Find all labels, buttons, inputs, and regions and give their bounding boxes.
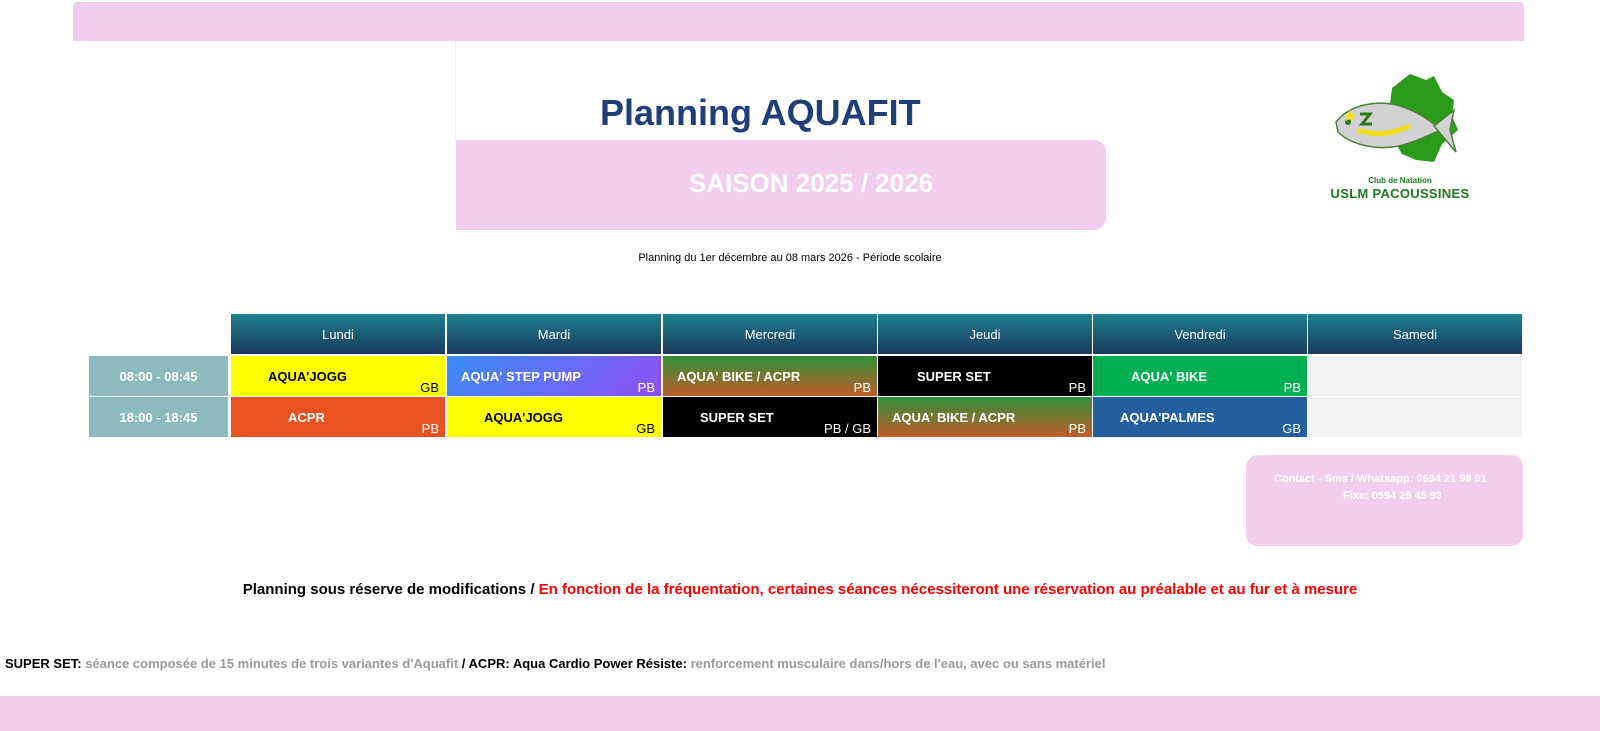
session-pool: GB <box>636 421 655 436</box>
disclaimer-text: Planning sous réserve de modifications / <box>242 581 539 598</box>
legend <box>5 656 1106 671</box>
legend-separator: / <box>461 656 469 671</box>
session-pool: PB <box>853 380 871 395</box>
legend-term-superset: SUPER SET: <box>5 656 82 671</box>
session-activity: AQUA'JOGG <box>484 410 563 425</box>
session-activity: AQUA'JOGG <box>268 369 347 384</box>
session-cell <box>231 356 445 396</box>
session-pool: PB <box>637 380 655 395</box>
day-header-vendredi: Vendredi <box>1093 314 1307 354</box>
season-label: SAISON 2025 / 2026 <box>688 168 934 198</box>
session-cell <box>878 356 1092 396</box>
time-slot: 08:00 - 08:45 <box>89 356 228 396</box>
session-pool: PB <box>1068 380 1086 395</box>
session-pool: GB <box>1282 421 1301 436</box>
session-cell <box>1093 397 1307 437</box>
session-cell <box>663 356 877 396</box>
session-activity: SUPER SET <box>917 369 991 384</box>
planning-period: Planning du 1er décembre au 08 mars 2026 - Période scolaire <box>638 252 942 264</box>
session-activity: SUPER SET <box>700 410 774 425</box>
day-header-mardi: Mardi <box>447 314 661 354</box>
day-header-mercredi: Mercredi <box>663 314 877 354</box>
session-cell <box>231 397 445 437</box>
session-activity: AQUA' STEP PUMP <box>461 369 581 384</box>
session-pool: PB <box>421 421 439 436</box>
legend-desc-acpr: renforcement musculaire dans/hors de l'eau, avec ou sans matériel <box>686 656 1106 671</box>
empty-session-cell <box>1308 356 1522 396</box>
session-pool: PB <box>1283 380 1301 395</box>
season-banner <box>456 140 1106 230</box>
day-header-lundi: Lundi <box>231 314 445 354</box>
legend-term-acpr: ACPR: Aqua Cardio Power Résiste: <box>468 656 687 671</box>
bottom-band <box>0 696 1600 731</box>
fish-island-logo-icon <box>1330 70 1470 175</box>
club-logo <box>1330 70 1470 205</box>
contact-landline: Fixe: 0594 25 45 93 <box>1342 490 1443 502</box>
session-cell <box>447 397 661 437</box>
session-activity: AQUA'PALMES <box>1120 410 1215 425</box>
session-cell <box>1093 356 1307 396</box>
divider-line <box>455 41 456 141</box>
time-slot: 18:00 - 18:45 <box>89 397 228 437</box>
session-cell <box>878 397 1092 437</box>
session-cell <box>663 397 877 437</box>
session-pool: PB <box>1068 421 1086 436</box>
session-activity: AQUA' BIKE <box>1131 369 1208 384</box>
day-header-jeudi: Jeudi <box>878 314 1092 354</box>
logo-subtitle: Club de Natation <box>1368 176 1432 185</box>
day-header-samedi: Samedi <box>1308 314 1522 354</box>
session-cell <box>447 356 661 396</box>
empty-session-cell <box>1308 397 1522 437</box>
disclaimer-note <box>0 581 1600 598</box>
top-band <box>73 2 1524 41</box>
contact-box <box>1246 455 1523 546</box>
session-activity: AQUA' BIKE / ACPR <box>892 410 1016 425</box>
logo-club-name: USLM PACOUSSINES <box>1330 186 1470 201</box>
session-activity: AQUA' BIKE / ACPR <box>677 369 801 384</box>
session-pool: GB <box>420 380 439 395</box>
session-pool: PB / GB <box>824 421 871 436</box>
legend-desc-superset: séance composée de 15 minutes de trois variantes d'Aquafit <box>81 656 462 671</box>
contact-phone: Contact - Sms / Whatsapp: 0694 21 98 91 <box>1274 473 1487 485</box>
reservation-warning: En fonction de la fréquentation, certaines séances nécessiteront une réservation au préalable et au fur et à mesure <box>538 581 1358 598</box>
page-title: Planning AQUAFIT <box>600 92 921 133</box>
session-activity: ACPR <box>288 410 325 425</box>
